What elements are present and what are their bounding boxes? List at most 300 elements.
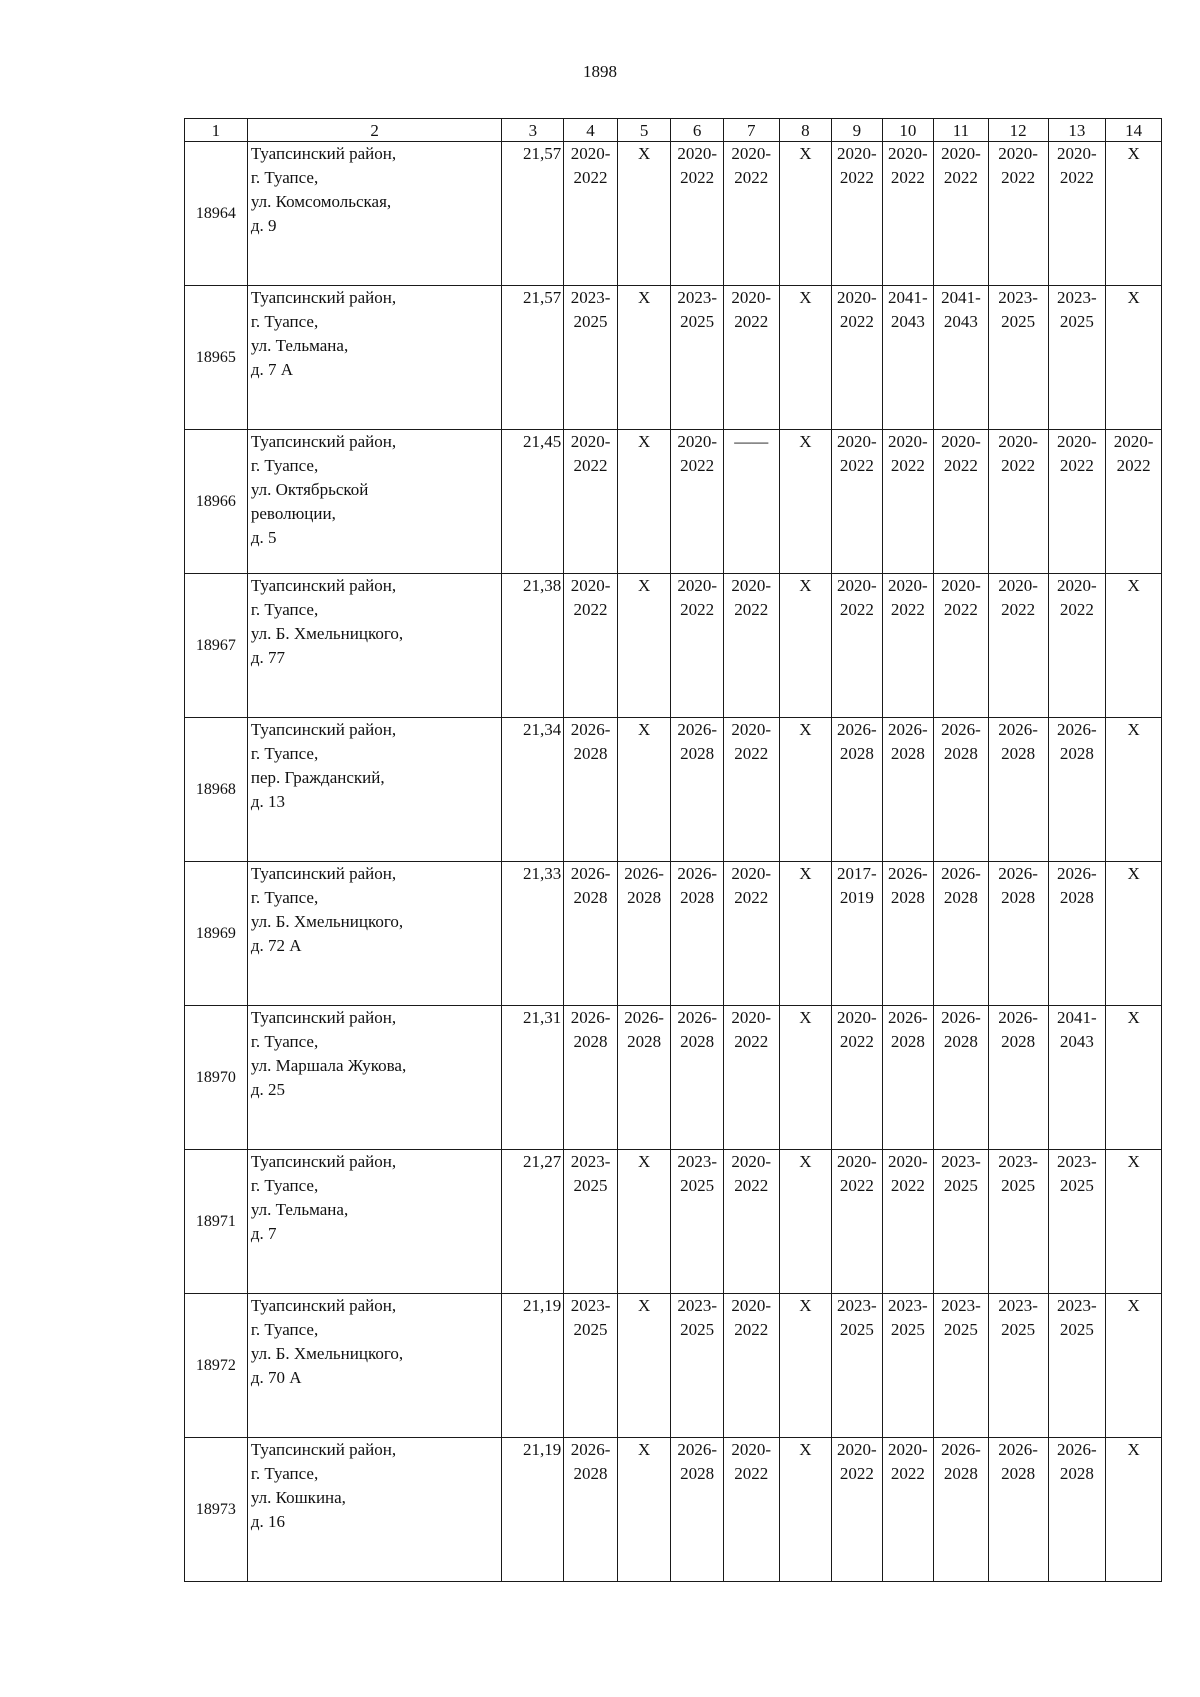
period-end: 2022 — [734, 312, 769, 331]
period-start: 2020- — [1057, 576, 1097, 595]
period-end: 2028 — [573, 744, 608, 763]
address-line: г. Туапсе, — [250, 888, 319, 907]
address-line: Туапсинский район, — [250, 144, 397, 163]
not-applicable-cell: X — [779, 574, 832, 718]
period-end: 2025 — [943, 1176, 978, 1195]
period-cell — [723, 1006, 779, 1150]
period-end: 2022 — [943, 168, 978, 187]
period-cell — [988, 286, 1048, 430]
period-start: 2023- — [1057, 288, 1097, 307]
period-start: 2026- — [888, 1008, 928, 1027]
period-start: 2020- — [570, 144, 611, 163]
address-line: д. 5 — [250, 528, 277, 547]
period-start: 2026- — [837, 720, 877, 739]
period-end: 2025 — [1001, 1176, 1036, 1195]
period-cell — [723, 862, 779, 1006]
period-end: 2022 — [680, 168, 715, 187]
period-end: 2022 — [890, 600, 925, 619]
period-cell — [723, 718, 779, 862]
period-cell — [723, 1294, 779, 1438]
period-cell — [671, 142, 724, 286]
period-end: 2022 — [734, 600, 769, 619]
period-start: 2020- — [731, 288, 772, 307]
period-start: 2020- — [888, 1152, 928, 1171]
period-cell — [832, 862, 882, 1006]
period-end: 2022 — [734, 1464, 769, 1483]
period-end: 2022 — [1001, 168, 1036, 187]
period-start: 2020- — [570, 576, 611, 595]
table-row — [185, 142, 1162, 286]
address-line: д. 77 — [250, 648, 286, 667]
period-cell — [934, 718, 989, 862]
address-line: ул. Кошкина, — [250, 1488, 346, 1507]
period-start: 2020- — [837, 576, 877, 595]
column-header-12: 12 — [988, 119, 1048, 142]
value-cell: 21,19 — [502, 1438, 564, 1582]
not-applicable-cell: X — [1106, 1438, 1162, 1582]
not-applicable-cell: X — [1106, 718, 1162, 862]
period-cell — [832, 1006, 882, 1150]
period-end: 2022 — [839, 1176, 874, 1195]
period-cell — [934, 1438, 989, 1582]
period-cell — [934, 574, 989, 718]
period-cell — [988, 574, 1048, 718]
period-start: 2020- — [888, 1440, 928, 1459]
period-start: 2023- — [570, 288, 611, 307]
period-end: 2022 — [1001, 456, 1036, 475]
period-start: 2020- — [1057, 144, 1097, 163]
period-start: 2020- — [731, 1008, 772, 1027]
period-cell — [671, 1294, 724, 1438]
period-cell — [564, 1150, 618, 1294]
period-start: 2026- — [624, 864, 664, 883]
period-end: 2022 — [734, 168, 769, 187]
value-cell: 21,27 — [502, 1150, 564, 1294]
value-cell: 21,57 — [502, 142, 564, 286]
period-cell — [832, 1294, 882, 1438]
period-end: 2043 — [1059, 1032, 1094, 1051]
period-cell — [723, 1150, 779, 1294]
period-start: 2020- — [941, 576, 981, 595]
period-cell — [882, 862, 934, 1006]
column-header-2: 2 — [247, 119, 502, 142]
column-header-7: 7 — [723, 119, 779, 142]
column-header-6: 6 — [671, 119, 724, 142]
period-start: 2023- — [677, 288, 717, 307]
address-line: Туапсинский район, — [250, 720, 397, 739]
period-start: 2020- — [837, 1008, 877, 1027]
address-line: д. 72 А — [250, 936, 302, 955]
period-start: 2026- — [941, 1008, 981, 1027]
page-number: 1898 — [583, 62, 617, 81]
period-end: 2028 — [890, 888, 925, 907]
period-cell — [671, 1150, 724, 1294]
dash-cell: —— — [723, 430, 779, 574]
period-cell — [1106, 430, 1162, 574]
period-end: 2028 — [680, 744, 715, 763]
column-header-14: 14 — [1106, 119, 1162, 142]
period-end: 2022 — [890, 168, 925, 187]
row-id: 18970 — [185, 1006, 248, 1150]
period-cell — [723, 142, 779, 286]
period-cell — [882, 286, 934, 430]
period-cell — [564, 1294, 618, 1438]
address-line: г. Туапсе, — [250, 312, 319, 331]
not-applicable-cell: X — [617, 1294, 671, 1438]
not-applicable-cell: X — [779, 430, 832, 574]
period-cell — [988, 430, 1048, 574]
period-cell — [934, 862, 989, 1006]
period-start: 2026- — [998, 1008, 1038, 1027]
period-start: 2026- — [888, 864, 928, 883]
period-start: 2026- — [624, 1008, 664, 1027]
column-header-3: 3 — [502, 119, 564, 142]
period-end: 2022 — [1001, 600, 1036, 619]
row-id: 18966 — [185, 430, 248, 574]
period-cell — [934, 142, 989, 286]
period-end: 2025 — [890, 1320, 925, 1339]
period-cell — [617, 1006, 671, 1150]
period-start: 2020- — [731, 1296, 772, 1315]
period-start: 2023- — [941, 1152, 981, 1171]
period-end: 2025 — [573, 1320, 608, 1339]
address-cell — [247, 1294, 502, 1438]
address-line: г. Туапсе, — [250, 600, 319, 619]
not-applicable-cell: X — [1106, 1006, 1162, 1150]
period-cell — [1048, 1294, 1106, 1438]
period-end: 2028 — [1001, 744, 1036, 763]
period-cell — [882, 430, 934, 574]
period-end: 2022 — [839, 312, 874, 331]
not-applicable-cell: X — [617, 430, 671, 574]
period-end: 2022 — [839, 168, 874, 187]
period-end: 2025 — [1001, 1320, 1036, 1339]
address-line: ул. Б. Хмельницкого, — [250, 624, 404, 643]
address-line: Туапсинский район, — [250, 288, 397, 307]
table-header — [185, 119, 1162, 142]
address-line: г. Туапсе, — [250, 1464, 319, 1483]
period-start: 2020- — [731, 720, 772, 739]
table-row — [185, 286, 1162, 430]
period-cell — [882, 718, 934, 862]
period-start: 2026- — [998, 1440, 1038, 1459]
address-line: пер. Гражданский, — [250, 768, 385, 787]
period-end: 2022 — [839, 1032, 874, 1051]
address-cell — [247, 1150, 502, 1294]
period-start: 2026- — [1057, 864, 1097, 883]
address-line: д. 9 — [250, 216, 277, 235]
period-end: 2022 — [1059, 168, 1094, 187]
not-applicable-cell: X — [617, 286, 671, 430]
period-end: 2022 — [734, 1032, 769, 1051]
period-start: 2041- — [888, 288, 928, 307]
address-line: д. 16 — [250, 1512, 286, 1531]
period-cell — [832, 1150, 882, 1294]
period-cell — [934, 286, 989, 430]
period-end: 2022 — [573, 600, 608, 619]
period-cell — [1048, 718, 1106, 862]
period-end: 2028 — [1001, 888, 1036, 907]
address-line: д. 70 А — [250, 1368, 302, 1387]
period-cell — [671, 430, 724, 574]
period-start: 2020- — [888, 432, 928, 451]
address-line: ул. Тельмана, — [250, 1200, 349, 1219]
address-line: г. Туапсе, — [250, 1176, 319, 1195]
period-start: 2020- — [837, 1440, 877, 1459]
address-line: ул. Октябрьской — [250, 480, 369, 499]
not-applicable-cell: X — [1106, 1150, 1162, 1294]
period-cell — [882, 1006, 934, 1150]
period-end: 2025 — [1001, 312, 1036, 331]
period-end: 2028 — [573, 888, 608, 907]
address-line: Туапсинский район, — [250, 864, 397, 883]
period-start: 2023- — [998, 1296, 1038, 1315]
table-row — [185, 862, 1162, 1006]
address-line: д. 13 — [250, 792, 286, 811]
period-start: 2023- — [1057, 1152, 1097, 1171]
period-end: 2028 — [943, 1464, 978, 1483]
period-end: 2022 — [839, 456, 874, 475]
address-line: д. 7 — [250, 1224, 277, 1243]
table-row — [185, 1438, 1162, 1582]
period-end: 2028 — [839, 744, 874, 763]
row-id: 18969 — [185, 862, 248, 1006]
period-end: 2022 — [943, 456, 978, 475]
period-end: 2028 — [573, 1464, 608, 1483]
period-end: 2028 — [680, 1464, 715, 1483]
not-applicable-cell: X — [779, 1150, 832, 1294]
period-cell — [723, 574, 779, 718]
period-cell — [988, 1006, 1048, 1150]
value-cell: 21,45 — [502, 430, 564, 574]
column-header-5: 5 — [617, 119, 671, 142]
not-applicable-cell: X — [617, 142, 671, 286]
period-cell — [1048, 1438, 1106, 1582]
period-cell — [564, 286, 618, 430]
period-cell — [988, 718, 1048, 862]
period-start: 2020- — [731, 144, 772, 163]
period-end: 2022 — [680, 456, 715, 475]
address-line: ул. Комсомольская, — [250, 192, 392, 211]
period-cell — [617, 862, 671, 1006]
period-cell — [564, 574, 618, 718]
period-end: 2043 — [890, 312, 925, 331]
period-start: 2020- — [731, 1152, 772, 1171]
period-end: 2025 — [573, 312, 608, 331]
period-start: 2020- — [837, 1152, 877, 1171]
not-applicable-cell: X — [779, 718, 832, 862]
address-line: г. Туапсе, — [250, 1320, 319, 1339]
period-end: 2025 — [680, 312, 715, 331]
period-end: 2025 — [1059, 312, 1094, 331]
column-header-4: 4 — [564, 119, 618, 142]
period-cell — [934, 1294, 989, 1438]
address-line: г. Туапсе, — [250, 168, 319, 187]
period-cell — [988, 1438, 1048, 1582]
period-start: 2026- — [570, 864, 611, 883]
period-end: 2025 — [1059, 1176, 1094, 1195]
not-applicable-cell: X — [779, 1438, 832, 1582]
period-cell — [564, 1006, 618, 1150]
not-applicable-cell: X — [1106, 1294, 1162, 1438]
address-line: Туапсинский район, — [250, 1296, 397, 1315]
not-applicable-cell: X — [617, 718, 671, 862]
period-cell — [988, 142, 1048, 286]
period-end: 2028 — [573, 1032, 608, 1051]
period-end: 2028 — [1001, 1464, 1036, 1483]
period-end: 2028 — [943, 744, 978, 763]
period-start: 2023- — [941, 1296, 981, 1315]
address-line: Туапсинский район, — [250, 576, 397, 595]
period-start: 2017- — [837, 864, 877, 883]
period-start: 2026- — [677, 1008, 717, 1027]
period-end: 2028 — [680, 888, 715, 907]
address-cell — [247, 1006, 502, 1150]
period-start: 2026- — [570, 1440, 611, 1459]
period-end: 2028 — [890, 1032, 925, 1051]
period-cell — [934, 1006, 989, 1150]
period-start: 2020- — [570, 432, 611, 451]
period-cell — [988, 1150, 1048, 1294]
period-end: 2028 — [1059, 888, 1094, 907]
period-start: 2026- — [570, 720, 611, 739]
period-end: 2028 — [943, 1032, 978, 1051]
table-row — [185, 718, 1162, 862]
period-start: 2020- — [888, 576, 928, 595]
period-start: 2026- — [677, 720, 717, 739]
table-row — [185, 1150, 1162, 1294]
period-cell — [882, 574, 934, 718]
address-line: ул. Маршала Жукова, — [250, 1056, 407, 1075]
table-body — [185, 142, 1162, 1582]
period-cell — [564, 142, 618, 286]
period-cell — [832, 718, 882, 862]
address-line: г. Туапсе, — [250, 1032, 319, 1051]
period-end: 2022 — [890, 1464, 925, 1483]
not-applicable-cell: X — [1106, 286, 1162, 430]
period-start: 2020- — [998, 432, 1038, 451]
period-start: 2020- — [941, 144, 981, 163]
period-cell — [564, 862, 618, 1006]
row-id: 18968 — [185, 718, 248, 862]
period-start: 2020- — [731, 1440, 772, 1459]
not-applicable-cell: X — [617, 574, 671, 718]
period-cell — [832, 430, 882, 574]
period-cell — [882, 1438, 934, 1582]
address-line: ул. Б. Хмельницкого, — [250, 912, 404, 931]
period-end: 2022 — [943, 600, 978, 619]
period-cell — [671, 574, 724, 718]
period-start: 2020- — [837, 144, 877, 163]
period-start: 2020- — [677, 432, 717, 451]
row-id: 18965 — [185, 286, 248, 430]
period-cell — [882, 142, 934, 286]
period-start: 2020- — [998, 144, 1038, 163]
period-start: 2026- — [677, 864, 717, 883]
period-cell — [723, 286, 779, 430]
period-end: 2028 — [890, 744, 925, 763]
value-cell: 21,31 — [502, 1006, 564, 1150]
period-cell — [832, 286, 882, 430]
period-end: 2022 — [680, 600, 715, 619]
period-cell — [564, 1438, 618, 1582]
period-cell — [1048, 574, 1106, 718]
not-applicable-cell: X — [779, 1294, 832, 1438]
value-cell: 21,38 — [502, 574, 564, 718]
table-row — [185, 430, 1162, 574]
not-applicable-cell: X — [779, 1006, 832, 1150]
period-end: 2028 — [1059, 1464, 1094, 1483]
row-id: 18973 — [185, 1438, 248, 1582]
period-end: 2022 — [890, 1176, 925, 1195]
period-end: 2025 — [839, 1320, 874, 1339]
period-cell — [671, 1438, 724, 1582]
period-start: 2026- — [570, 1008, 611, 1027]
period-start: 2020- — [677, 576, 717, 595]
period-start: 2023- — [837, 1296, 877, 1315]
column-header-13: 13 — [1048, 119, 1106, 142]
period-start: 2023- — [888, 1296, 928, 1315]
period-cell — [934, 430, 989, 574]
row-id: 18967 — [185, 574, 248, 718]
table-row — [185, 1294, 1162, 1438]
period-cell — [832, 574, 882, 718]
table-row — [185, 1006, 1162, 1150]
not-applicable-cell: X — [617, 1150, 671, 1294]
not-applicable-cell: X — [779, 142, 832, 286]
address-cell — [247, 1438, 502, 1582]
period-end: 2022 — [839, 1464, 874, 1483]
period-start: 2023- — [1057, 1296, 1097, 1315]
period-cell — [1048, 1006, 1106, 1150]
period-cell — [988, 862, 1048, 1006]
address-line: революции, — [250, 504, 336, 523]
address-cell — [247, 430, 502, 574]
period-cell — [1048, 430, 1106, 574]
period-start: 2041- — [941, 288, 981, 307]
period-cell — [671, 1006, 724, 1150]
period-start: 2026- — [941, 864, 981, 883]
period-end: 2022 — [573, 168, 608, 187]
address-line: ул. Тельмана, — [250, 336, 349, 355]
address-line: ул. Б. Хмельницкого, — [250, 1344, 404, 1363]
period-start: 2020- — [677, 144, 717, 163]
address-line: Туапсинский район, — [250, 432, 397, 451]
period-end: 2022 — [573, 456, 608, 475]
period-end: 2025 — [680, 1320, 715, 1339]
period-cell — [988, 1294, 1048, 1438]
period-cell — [1048, 1150, 1106, 1294]
period-end: 2022 — [839, 600, 874, 619]
period-start: 2026- — [677, 1440, 717, 1459]
column-number-row — [185, 119, 1162, 142]
period-cell — [832, 1438, 882, 1582]
period-start: 2026- — [941, 1440, 981, 1459]
value-cell: 21,19 — [502, 1294, 564, 1438]
period-cell — [564, 718, 618, 862]
value-cell: 21,34 — [502, 718, 564, 862]
row-id: 18971 — [185, 1150, 248, 1294]
address-line: г. Туапсе, — [250, 744, 319, 763]
period-start: 2026- — [998, 720, 1038, 739]
period-end: 2022 — [734, 744, 769, 763]
table-row — [185, 574, 1162, 718]
column-header-1: 1 — [185, 119, 248, 142]
period-start: 2020- — [731, 576, 772, 595]
address-cell — [247, 718, 502, 862]
period-start: 2026- — [888, 720, 928, 739]
address-cell — [247, 286, 502, 430]
